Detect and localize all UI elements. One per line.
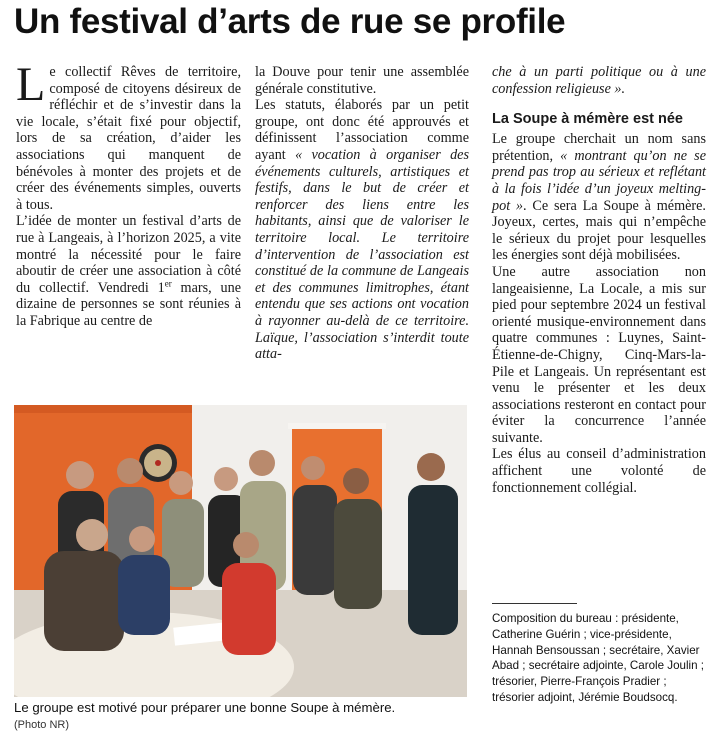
- headline: Un festival d’arts de rue se profile: [14, 2, 566, 41]
- bureau-composition: Composition du bureau : présidente, Catherine Guérin ; vice-présidente, Hannah Bensoussan ; secrétaire, Xavier Abad ; secrétaire adjointe, Carole Joulin ; trésorier, Pierre-François Pradier ; trésorier adjoint, Jérémie Boudsocq.: [492, 612, 705, 704]
- statuts-text: Les statuts, élaborés par un petit groupe, ont donc été approuvés et définissent l’association comme ayant: [255, 97, 469, 163]
- superscript-er: er: [164, 277, 172, 288]
- statuts-quote: « vocation à organiser des événements culturels, artistiques et festifs, dans le but de créer et renforcer des liens entre les habitants, ainsi que de valoriser le territoire local. Le territoire d’intervention de l’association est constitué de la commune de Langeais et des communes limitrophes, étant entendu que ses actions ont vocation à rayonner au-delà de ce territoire. Laïque, l’association s’interdit toute atta-: [255, 146, 469, 363]
- group-photo: [14, 405, 467, 697]
- dropcap: L: [16, 58, 46, 111]
- paragraph-intro: [16, 58, 241, 213]
- nom-text-a: Le groupe cherchait un nom sans prétention,: [492, 131, 706, 164]
- nom-quote: « montrant qu’on ne se prend pas trop au sérieux et reflétant à la fois l’idée d’un joyeux melting-pot »: [492, 147, 706, 214]
- paragraph-nom: [492, 131, 706, 264]
- subhead: La Soupe à mémère est née: [492, 111, 683, 128]
- intro-text: e collectif Rêves de territoire, composé de citoyens désireux de réfléchir et de s’investir dans la vie locale, s’était fixé pour objectif, lors de sa création, d’aider les associations qui manquent de bénévoles à monter des projets et de créer des événements simples, ouverts à tous.: [16, 64, 241, 213]
- photo-credit: (Photo NR): [14, 719, 70, 731]
- paragraph-la-locale: Une autre association non langeaisienne, La Locale, a mis sur pied pour septembre 2024 un festival orienté musique-environnement dans quatre communes : Luynes, Saint-Étienne-de-Chigny, Cinq-Mars-la-Pile et Langeais. Un représentant est venu le présenter et les deux associations resteront en contact pour éviter la concurrence l’année suivante.: [492, 263, 706, 446]
- festival-text-b: mars, une dizaine de personnes se sont réunies à la Fabrique au centre de: [16, 279, 241, 329]
- group-photo-illustration: [14, 405, 467, 697]
- paragraph-quote-end: che à un parti politique ou à une confession religieuse ».: [492, 64, 706, 97]
- paragraph-festival: [16, 213, 241, 329]
- paragraph-douve: la Douve pour tenir une assemblée générale constitutive.: [255, 64, 469, 97]
- paragraph-elus: Les élus au conseil d’administration affichent une volonté de fonctionnement collégial.: [492, 446, 706, 496]
- nom-text-b: . Ce sera La Soupe à mémère. Joyeux, certes, mais qui n’empêche le sérieux du projet pour lesquelles les énergies sont déjà mobilisées.: [492, 197, 706, 264]
- paragraph-statuts: [255, 97, 469, 363]
- column-1: [16, 58, 241, 330]
- column-2: [255, 64, 469, 363]
- column-3: [492, 64, 706, 496]
- divider-rule: [492, 603, 577, 604]
- photo-caption: Le groupe est motivé pour préparer une bonne Soupe à mémère.: [14, 700, 396, 715]
- festival-text-a: L’idée de monter un festival d’arts de rue à Langeais, à l’horizon 2025, a vite montré la nécessité pour le faire aboutir de créer une association à côté du collectif. Vendredi 1: [16, 213, 241, 296]
